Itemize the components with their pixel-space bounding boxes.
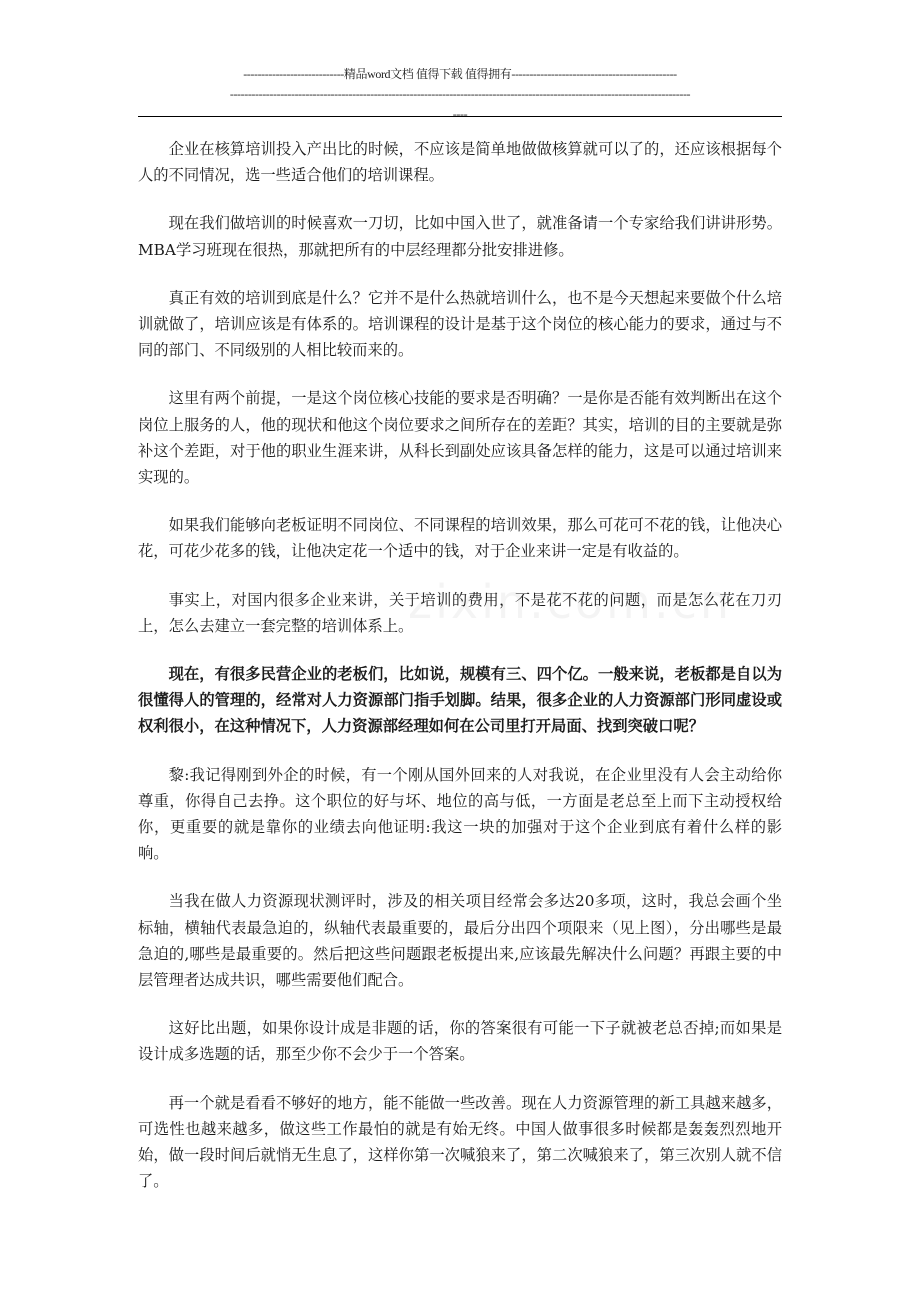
header-title-line: ----------------------------精品word文档 值得下载 值得拥有---------------------------------------------- [243,67,677,81]
paragraph: 这里有两个前提，一是这个岗位核心技能的要求是否明确？一是你是否能有效判断出在这个岗位上服务的人，他的现状和他这个岗位要求之间所存在的差距？其实，培训的目的主要就是弥补这个差距，对于他的职业生涯来讲，从科长到副处应该具备怎样的能力，这是可以通过培训来实现的。 [138,389,782,487]
paragraph: 现在我们做培训的时候喜欢一刀切，比如中国入世了，就准备请一个专家给我们讲讲形势。MBA学习班现在很热，那就把所有的中层经理都分批安排进修。 [138,214,782,259]
paragraph: 真正有效的培训到底是什么？它并不是什么热就培训什么，也不是今天想起来要做个什么培训就做了，培训应该是有体系的。培训课程的设计是基于这个岗位的核心能力的要求，通过与不同的部门、不同级别的人相比较而来的。 [138,288,782,360]
paragraph: 如果我们能够向老板证明不同岗位、不同课程的培训效果，那么可花可不花的钱，让他决心花，可花少花多的钱，让他决定花一个适中的钱，对于企业来讲一定是有收益的。 [138,516,782,561]
paragraph: 再一个就是看看不够好的地方，能不能做一些改善。现在人力资源管理的新工具越来越多，可选性也越来越多，做这些工作最怕的就是有始无终。中国人做事很多时候都是轰轰烈烈地开始，做一段时间后就悄无生息了，这样你第一次喊狼来了，第二次喊狼来了，第三次别人就不信了。 [138,1093,782,1191]
document-header [138,64,782,124]
paragraph: 企业在核算培训投入产出比的时候，不应该是简单地做做核算就可以了的，还应该根据每个人的不同情况，选一些适合他们的培训课程。 [138,140,782,185]
paragraph: 黎:我记得刚到外企的时候，有一个刚从国外回来的人对我说，在企业里没有人会主动给你尊重，你得自己去挣。这个职位的好与坏、地位的高与低，一方面是老总至上而下主动授权给你，更重要的就是靠你的业绩去向他证明:我这一块的加强对于这个企业到底有着什么样的影响。 [138,765,782,863]
header-dash-line: -------------------------------------------------------------------------------------------------------------------------------- [229,87,691,101]
paragraph: 当我在做人力资源现状测评时，涉及的相关项目经常会多达20多项，这时，我总会画个坐标轴，横轴代表最急迫的，纵轴代表最重要的，最后分出四个项限来（见上图），分出哪些是最急迫的,哪些是最重要的。然后把这些问题跟老板提出来,应该最先解决什么问题？再跟主要的中层管理者达成共识，哪些需要他们配合。 [138,892,782,990]
document-body [138,136,782,1217]
header-dash-tail: ---- [452,107,468,121]
paragraph: 事实上，对国内很多企业来讲，关于培训的费用，不是花不花的问题，而是怎么花在刀刃上，怎么去建立一套完整的培训体系上。 [138,590,782,635]
paragraph: 这好比出题，如果你设计成是非题的话，你的答案很有可能一下子就被老总否掉;而如果是设计成多选题的话，那至少你不会少于一个答案。 [138,1019,782,1064]
question-paragraph: 现在，有很多民营企业的老板们，比如说，规模有三、四个亿。一般来说，老板都是自以为很懂得人的管理的，经常对人力资源部门指手划脚。结果，很多企业的人力资源部门形同虚设或权利很小，在这种情况下，人力资源部经理如何在公司里打开局面、找到突破口呢？ [138,665,782,736]
header-divider [138,116,782,117]
